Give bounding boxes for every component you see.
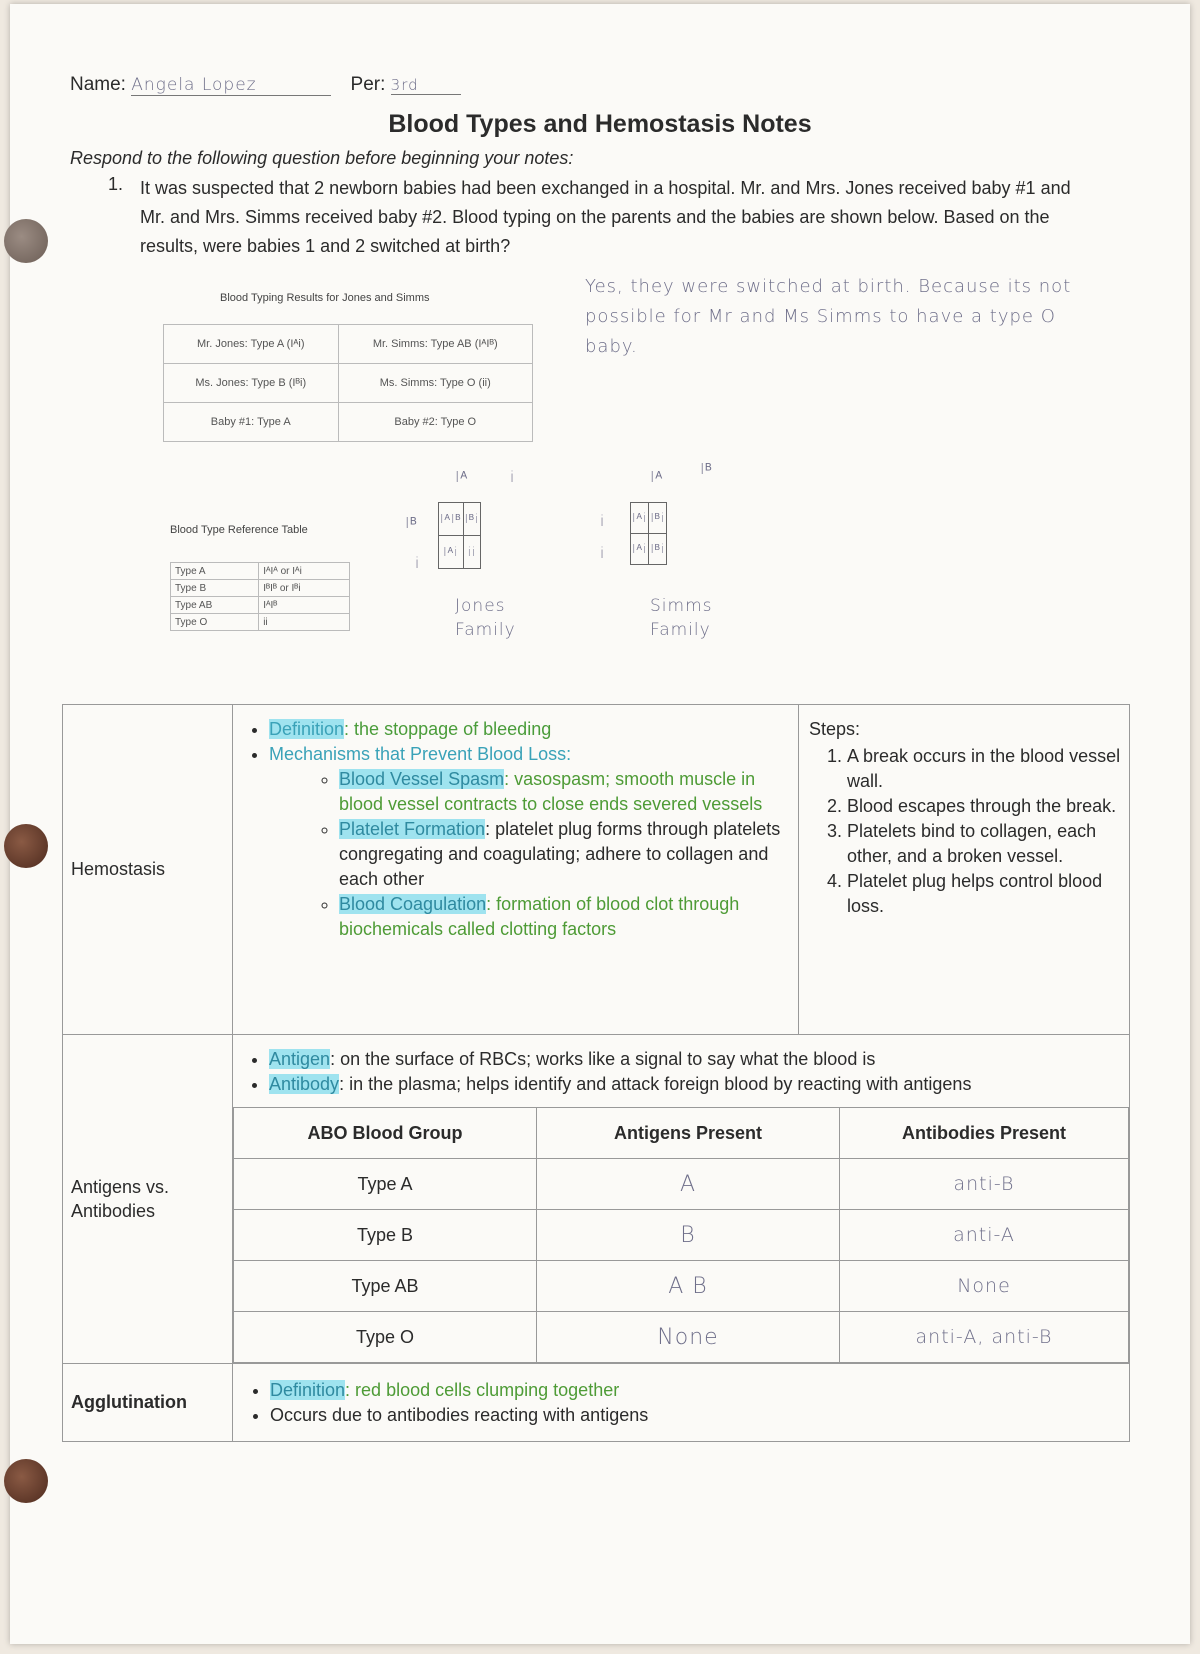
punnett-label: Jones Family	[455, 596, 516, 640]
punnett-cell: Iᴬi	[631, 503, 649, 534]
question-text: It was suspected that 2 newborn babies had been exchanged in a hospital. Mr. and Mrs. Jones received baby #1 and Mr. and Mrs. Simms received baby #2. Blood typing on the parents and the babies are shown below. Based on the results, were babies 1 and 2 switched at birth?	[140, 178, 1071, 256]
antigens-content	[233, 1035, 1130, 1364]
abo-row	[234, 1159, 1129, 1210]
spasm-text: : vasospasm; smooth muscle in blood vessel contracts to close ends severed vessels	[339, 769, 763, 814]
punnett-cell: Iᴮi	[463, 503, 481, 536]
name-label: Name:	[70, 74, 126, 95]
agglutination-row	[63, 1364, 1130, 1442]
row-label-antigens: Antigens vs. Antibodies	[63, 1035, 233, 1364]
step-item	[847, 869, 1121, 919]
reference-row	[171, 563, 350, 580]
hemostasis-row	[63, 705, 1130, 1035]
antibody-text: : in the plasma; helps identify and attack foreign blood by reacting with antigens	[339, 1074, 972, 1094]
punnett-cell: Iᴬi	[631, 534, 649, 565]
binder-hole	[4, 824, 48, 868]
punnett-cell: IᴬIᴮ	[439, 503, 464, 536]
definition-text: : the stoppage of bleeding	[344, 719, 552, 739]
step-text: Platelet plug helps control blood loss.	[847, 871, 1103, 916]
antibody-cell: anti-B	[840, 1159, 1129, 1210]
row-label-agglutination: Agglutination	[63, 1364, 233, 1442]
abo-header-row	[234, 1108, 1129, 1159]
punnett-side-allele: Iᴮ	[405, 514, 418, 532]
spasm-term: Blood Vessel Spasm	[339, 769, 505, 789]
punnett-side-allele: i	[600, 544, 606, 562]
abo-group-cell: Type B	[234, 1210, 537, 1261]
typing-table-caption: Blood Typing Results for Jones and Simms	[220, 292, 430, 304]
mechanism-spasm	[339, 767, 788, 817]
abo-row	[234, 1261, 1129, 1312]
agglutination-cause	[270, 1403, 1128, 1428]
notes-table	[62, 704, 1130, 1442]
antibody-cell: anti-A, anti-B	[840, 1312, 1129, 1363]
hemostasis-content	[233, 705, 799, 1035]
per-label: Per:	[350, 74, 386, 95]
notes-grid	[62, 704, 1130, 1442]
mechanisms-item	[269, 742, 788, 942]
step-item	[847, 794, 1121, 819]
typing-results-table	[163, 324, 533, 442]
definition-term: Definition	[269, 719, 345, 739]
agg-definition-text: : red blood cells clumping together	[345, 1379, 620, 1400]
abo-table	[233, 1107, 1129, 1363]
question-number: 1.	[108, 174, 124, 194]
antigen-cell: B	[537, 1210, 840, 1261]
typing-cell: Mr. Simms: Type AB (IᴬIᴮ)	[338, 325, 532, 364]
typing-row	[164, 403, 533, 442]
typing-row	[164, 364, 533, 403]
abo-header: Antigens Present	[537, 1108, 840, 1159]
antibody-cell: None	[840, 1261, 1129, 1312]
worksheet-page	[10, 4, 1190, 1644]
platelet-term: Platelet Formation	[339, 819, 486, 839]
agg-definition-term: Definition	[270, 1379, 346, 1400]
reference-cell: Type O	[171, 614, 259, 631]
antibody-cell: anti-A	[840, 1210, 1129, 1261]
agglutination-definition	[270, 1378, 1128, 1403]
platelet-text: : platelet plug forms through platelets congregating and coagulating; adhere to collagen and each other	[339, 819, 781, 889]
antigen-cell: A B	[537, 1261, 840, 1312]
reference-cell: Type B	[171, 580, 259, 597]
agglutination-content	[233, 1364, 1130, 1442]
punnett-cell: Iᴮi	[649, 534, 667, 565]
reference-row	[171, 580, 350, 597]
antibody-term: Antibody	[269, 1074, 340, 1094]
page-title: Blood Types and Hemostasis Notes	[388, 110, 812, 138]
reference-cell: ii	[259, 614, 350, 631]
typing-rows	[164, 325, 533, 442]
binder-hole	[4, 1459, 48, 1503]
step-item	[847, 819, 1121, 869]
hemostasis-definition	[269, 717, 788, 742]
abo-group-cell: Type O	[234, 1312, 537, 1363]
reference-row	[171, 597, 350, 614]
punnett-grid	[630, 502, 667, 565]
typing-cell: Baby #2: Type O	[338, 403, 532, 442]
punnett-top-allele: Iᴬ	[650, 468, 664, 486]
reference-table	[170, 562, 350, 631]
punnett-top-allele: Iᴮ	[700, 460, 713, 478]
reference-cell: IᴮIᴮ or Iᴮi	[259, 580, 350, 597]
punnett-grid	[438, 502, 481, 569]
typing-cell: Ms. Jones: Type B (Iᴮi)	[164, 364, 339, 403]
abo-group-cell: Type A	[234, 1159, 537, 1210]
reference-row	[171, 614, 350, 631]
abo-row	[234, 1312, 1129, 1363]
antigens-row	[63, 1035, 1130, 1364]
step-item	[847, 744, 1121, 794]
punnett-cell: Iᴮi	[649, 503, 667, 534]
typing-cell: Ms. Simms: Type O (ii)	[338, 364, 532, 403]
abo-header: ABO Blood Group	[234, 1108, 537, 1159]
handwritten-answer: Yes, they were switched at birth. Because its not possible for Mr and Ms Simms to have a type O baby.	[585, 276, 1072, 357]
punnett-cell: ii	[463, 536, 481, 569]
punnett-top-allele: i	[510, 468, 516, 486]
reference-cell: Type AB	[171, 597, 259, 614]
agg-occurs-text: Occurs due to antibodies reacting with antigens	[270, 1404, 649, 1425]
row-label-hemostasis: Hemostasis	[63, 705, 233, 1035]
punnett-side-allele: i	[415, 554, 421, 572]
name-line	[70, 74, 461, 96]
reference-cell: IᴬIᴮ	[259, 597, 350, 614]
abo-rows	[234, 1159, 1129, 1363]
step-text: Blood escapes through the break.	[847, 796, 1117, 816]
typing-cell: Baby #1: Type A	[164, 403, 339, 442]
abo-row	[234, 1210, 1129, 1261]
step-text: Platelets bind to collagen, each other, and a broken vessel.	[847, 821, 1097, 866]
antigen-text: : on the surface of RBCs; works like a signal to say what the blood is	[330, 1049, 876, 1069]
mechanism-coagulation	[339, 892, 788, 942]
reference-cell: IᴬIᴬ or Iᴬi	[259, 563, 350, 580]
typing-cell: Mr. Jones: Type A (Iᴬi)	[164, 325, 339, 364]
antigen-cell: None	[537, 1312, 840, 1363]
coag-term: Blood Coagulation	[339, 894, 487, 914]
punnett-label: Simms Family	[650, 596, 713, 640]
typing-row	[164, 325, 533, 364]
abo-header: Antibodies Present	[840, 1108, 1129, 1159]
mechanism-platelet	[339, 817, 788, 892]
antigen-term: Antigen	[269, 1049, 331, 1069]
binder-hole	[4, 219, 48, 263]
name-value: Angela Lopez	[131, 75, 331, 96]
mechanisms-title: Mechanisms that Prevent Blood Loss:	[269, 744, 572, 764]
antibody-definition	[269, 1072, 1129, 1097]
abo-group-cell: Type AB	[234, 1261, 537, 1312]
instruction-text: Respond to the following question before beginning your notes:	[70, 148, 574, 168]
per-value: 3rd	[391, 76, 461, 95]
punnett-side-allele: i	[600, 512, 606, 530]
steps-title: Steps:	[809, 719, 861, 739]
antigen-cell: A	[537, 1159, 840, 1210]
reference-rows	[171, 563, 350, 631]
antigen-definition	[269, 1047, 1129, 1072]
step-text: A break occurs in the blood vessel wall.	[847, 746, 1121, 791]
coag-text: : formation of blood clot through biochemicals called clotting factors	[339, 894, 740, 939]
reference-cell: Type A	[171, 563, 259, 580]
reference-table-caption: Blood Type Reference Table	[170, 524, 308, 536]
hemostasis-steps	[799, 705, 1130, 1035]
punnett-cell: Iᴬi	[439, 536, 464, 569]
punnett-top-allele: Iᴬ	[455, 468, 469, 486]
